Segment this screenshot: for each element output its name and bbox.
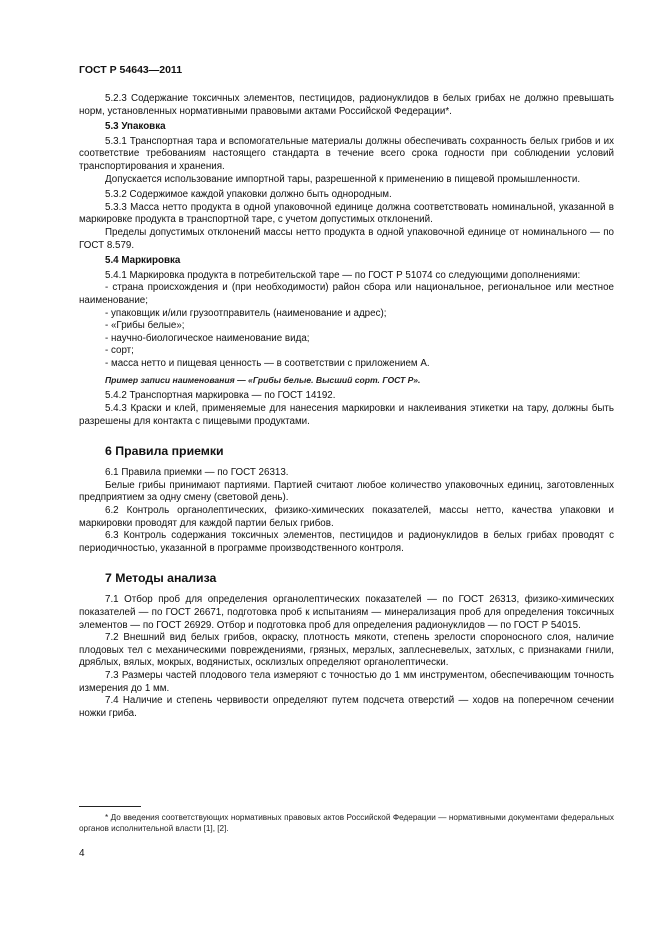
footnote-divider bbox=[79, 806, 141, 807]
paragraph-5-4-2: 5.4.2 Транспортная маркировка — по ГОСТ 14192. bbox=[105, 390, 336, 402]
list-item: - страна происхождения и (при необходимости) район сбора или национальное, региональное или местное наименование; bbox=[79, 282, 614, 306]
footnote: * До введения соответствующих нормативных правовых актов Российской Федерации — нормативными документами федеральных органов исполнительной власти [1], [2]. bbox=[79, 813, 614, 834]
paragraph-5-3-1: 5.3.1 Транспортная тара и вспомогательные материалы должны обеспечивать сохранность белых грибов и их соответствие требованиям настоящего стандарта в течение всего срока годности при соблюдении условий транспортирования и хранения. bbox=[79, 135, 614, 172]
subsection-heading-marking: 5.4 Маркировка bbox=[105, 255, 181, 267]
document-header: ГОСТ Р 54643—2011 bbox=[79, 64, 183, 76]
page-number: 4 bbox=[79, 848, 85, 859]
paragraph-6-1: 6.1 Правила приемки — по ГОСТ 26313. bbox=[105, 467, 289, 479]
paragraph-6-3: 6.3 Контроль содержания токсичных элементов, пестицидов и радионуклидов в белых грибах проводят с периодичностью, указанной в программе производственного контроля. bbox=[79, 530, 614, 554]
paragraph-7-2: 7.2 Внешний вид белых грибов, окраску, плотность мякоти, степень зрелости спороносного слоя, наличие плодовых тел с механическими повреждениями, грязных, мерзлых, заплесневелых, затхлых, с признаками гнили, дряблых, вялых, мокрых, водянистых, осклизлых определяют органолептически. bbox=[79, 632, 614, 669]
paragraph-5-2-3: 5.2.3 Содержание токсичных элементов, пестицидов, радионуклидов в белых грибах не должно превышать норм, установленных нормативными правовыми актами Российской Федерации*. bbox=[79, 93, 614, 117]
paragraph-5-3-3: 5.3.3 Масса нетто продукта в одной упаковочной единице должна соответствовать номинальной, указанной в маркировке продукта в транспортной таре, с учетом допустимых отклонений. bbox=[79, 201, 614, 226]
paragraph-7-1: 7.1 Отбор проб для определения органолептических показателей — по ГОСТ 26313, физико-химических показателей — по ГОСТ 26671, подготовка проб к испытаниям — минерализация проб для определения токсичных элементов — по ГОСТ 26929. Отбор и подготовка проб для определения радионуклидов — по ГОСТ Р 54015. bbox=[79, 594, 614, 631]
paragraph-5-3-2: 5.3.2 Содержимое каждой упаковки должно быть однородным. bbox=[105, 189, 392, 201]
paragraph-mass-limits: Пределы допустимых отклонений массы нетто продукта в одной упаковочной единице от номинального — по ГОСТ 8.579. bbox=[79, 226, 614, 251]
list-item: - научно-биологическое наименование вида; bbox=[105, 332, 310, 344]
paragraph-7-4: 7.4 Наличие и степень червивости определяют путем подсчета отверстий — ходов на поперечном сечении ножки гриба. bbox=[79, 695, 614, 719]
paragraph-6-2: 6.2 Контроль органолептических, физико-химических показателей, массы нетто, качества упаковки и маркировки проводят для каждой партии белых грибов. bbox=[79, 505, 614, 529]
section-heading-acceptance: 6 Правила приемки bbox=[105, 444, 224, 459]
name-example: Пример записи наименования — «Грибы белые. Высший сорт. ГОСТ Р». bbox=[105, 375, 421, 386]
subsection-heading-packaging: 5.3 Упаковка bbox=[105, 121, 166, 133]
list-item: - масса нетто и пищевая ценность — в соответствии с приложением А. bbox=[105, 357, 430, 369]
marking-list bbox=[79, 282, 614, 370]
list-item: - упаковщик и/или грузоотправитель (наименование и адрес); bbox=[105, 307, 387, 319]
paragraph-import-tare: Допускается использование импортной тары, разрешенной к применению в пищевой промышленности. bbox=[105, 173, 581, 185]
list-item: - сорт; bbox=[105, 345, 134, 357]
paragraph-5-4-3: 5.4.3 Краски и клей, применяемые для нанесения маркировки и наклеивания этикетки на тару, должны быть разрешены для контакта с пищевыми продуктами. bbox=[79, 403, 614, 427]
paragraph-5-4-1: 5.4.1 Маркировка продукта в потребительской таре — по ГОСТ Р 51074 со следующими дополнениями: bbox=[105, 269, 581, 281]
paragraph-7-3: 7.3 Размеры частей плодового тела измеряют с точностью до 1 мм инструментом, обеспечивающим точность измерения до 1 мм. bbox=[79, 669, 614, 694]
document-body bbox=[79, 93, 614, 720]
list-item: - «Грибы белые»; bbox=[105, 320, 185, 332]
paragraph-batches: Белые грибы принимают партиями. Партией считают любое количество упаковочных единиц, заготовленных предприятием за одну смену (световой день). bbox=[79, 479, 614, 504]
section-heading-methods: 7 Методы анализа bbox=[105, 571, 217, 586]
